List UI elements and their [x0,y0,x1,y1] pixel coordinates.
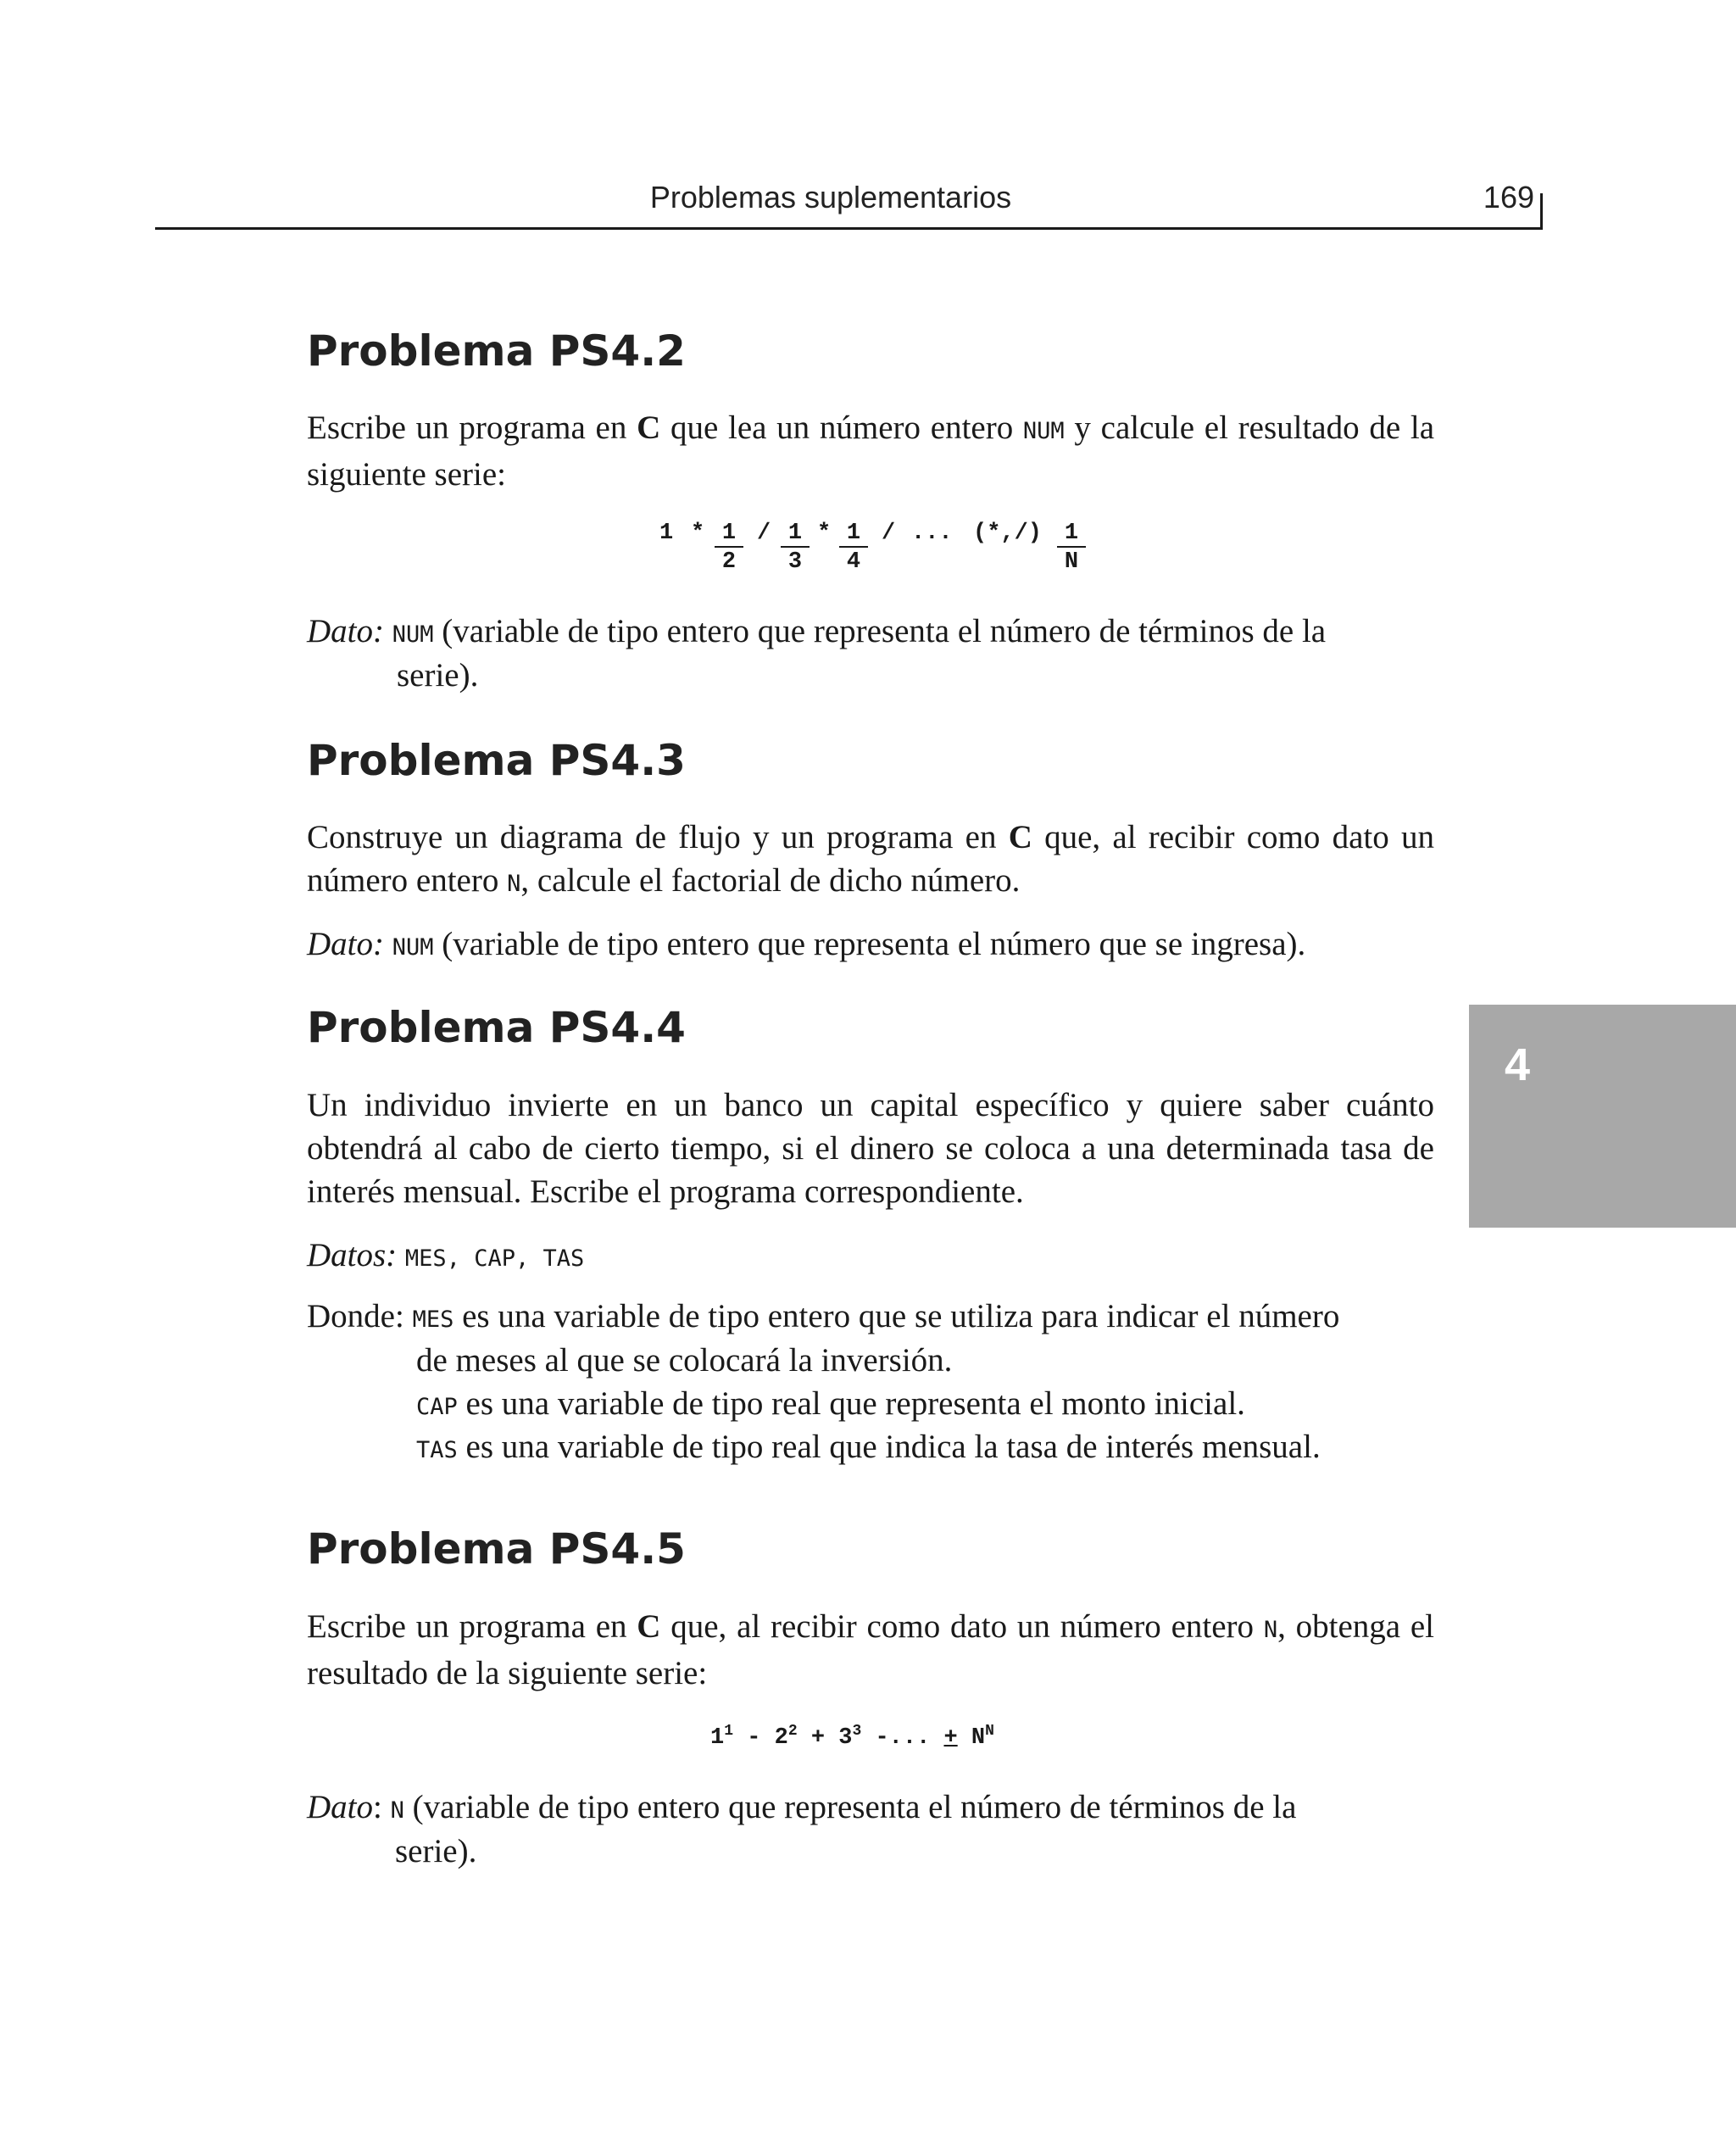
ps4-4-donde-mes [307,1297,1339,1335]
chapter-tab-number: 4 [1505,1039,1531,1090]
dato-label: Dato [307,1789,373,1825]
text-run: es una variable de tipo real que indica la tasa de interés mensual. [457,1429,1321,1465]
ps4-5-dato-cont: serie). [395,1833,477,1869]
formula-op: / [882,521,896,546]
text-run: , calcule el factorial de dicho número. [520,862,1021,899]
formula-fraction: $\frac{1}{N}$ [1057,521,1086,577]
text-run: que, al recibir como dato un número entero [660,1608,1264,1645]
var-n: N [390,1797,404,1824]
text-run: , obtenga el resultado de la siguiente serie: [307,1608,1434,1691]
datos-vars: MES, CAP, TAS [404,1245,585,1272]
dato-label: Dato: [307,926,384,962]
ps4-4-datos [307,1236,584,1274]
page-number: 169 [1483,180,1534,214]
language-c: C [1008,819,1032,855]
ps4-3-dato [307,925,1305,963]
text-run: que lea un número entero [660,409,1023,446]
header-rule [155,227,1543,230]
text-run: (variable de tipo entero que representa el número de términos de la [403,1789,1297,1825]
formula-op: * [691,521,705,546]
ps4-5-dato: Dato: N (variable de tipo entero que representa el número de términos de la [307,1789,1297,1825]
var-cap: CAP [416,1394,458,1420]
ps4-3-statement [307,816,1434,905]
formula-op: / [757,521,771,546]
var-n: N [507,871,521,897]
text-run: Escribe un programa en [307,409,637,446]
var-n: N [1263,1617,1278,1643]
var-num: NUM [392,621,434,648]
ps4-4-statement: Un individuo invierte en un banco un capital específico y quiere saber cuánto obtendrá al cabo de cierto tiempo, si el dinero se coloca a una determinada tasa de interés mensual. Escribe el programa correspondiente. [307,1087,1434,1210]
text-run: y calcule el resultado de la siguiente serie: [307,409,1435,493]
formula-op: * [817,521,832,546]
var-mes: MES [412,1306,454,1333]
ps4-2-dato [307,612,1326,650]
ps4-5-statement [307,1605,1434,1695]
formula-ellipsis: ... [911,521,953,546]
text-run: que, al recibir como dato un número entero [307,819,1434,899]
running-header-title: Problemas suplementarios [649,180,1012,214]
formula-op-alternating: (*,/) [973,521,1043,546]
text-run: Construye un diagrama de flujo y un programa en [307,819,1009,855]
ps4-4-tas [416,1428,1321,1466]
formula-fraction: $\frac{1}{4}$ [839,521,868,577]
text-run: (variable de tipo entero que representa el número de términos de la [433,613,1327,649]
language-c: C [637,1608,661,1645]
datos-label: Datos: [307,1237,398,1273]
ps4-2-statement [307,406,1434,496]
donde-label: Donde: [307,1298,404,1334]
text-run: Escribe un programa en [307,1608,637,1645]
formula-fraction: $\frac{1}{3}$ [781,521,810,577]
var-num: NUM [1022,418,1065,444]
ps4-2-dato-cont: serie). [397,657,479,694]
var-tas: TAS [416,1437,458,1463]
header-tick [1540,193,1543,230]
dato-label: Dato: [307,613,384,649]
text-run: (variable de tipo entero que representa el número que se ingresa). [433,926,1306,962]
ps4-4-mes-cont: de meses al que se colocará la inversión. [416,1342,953,1379]
var-num: NUM [392,934,434,961]
ps4-4-cap [416,1384,1245,1423]
heading-ps4-3: Problema PS4.3 [307,736,686,785]
heading-ps4-5: Problema PS4.5 [307,1524,686,1574]
heading-ps4-4: Problema PS4.4 [307,1003,686,1052]
formula-fraction: $\frac{1}{2}$ [715,521,743,577]
text-run: es una variable de tipo entero que se utiliza para indicar el número [453,1298,1340,1334]
text-run: es una variable de tipo real que representa el monto inicial. [457,1385,1245,1422]
series-formula-ps4-5: $1^1 - 2^2 + 3^3$ -... + $N^N$ [710,1723,994,1751]
language-c: C [637,409,661,446]
heading-ps4-2: Problema PS4.2 [307,326,686,376]
formula-first-term: 1 [659,521,674,546]
